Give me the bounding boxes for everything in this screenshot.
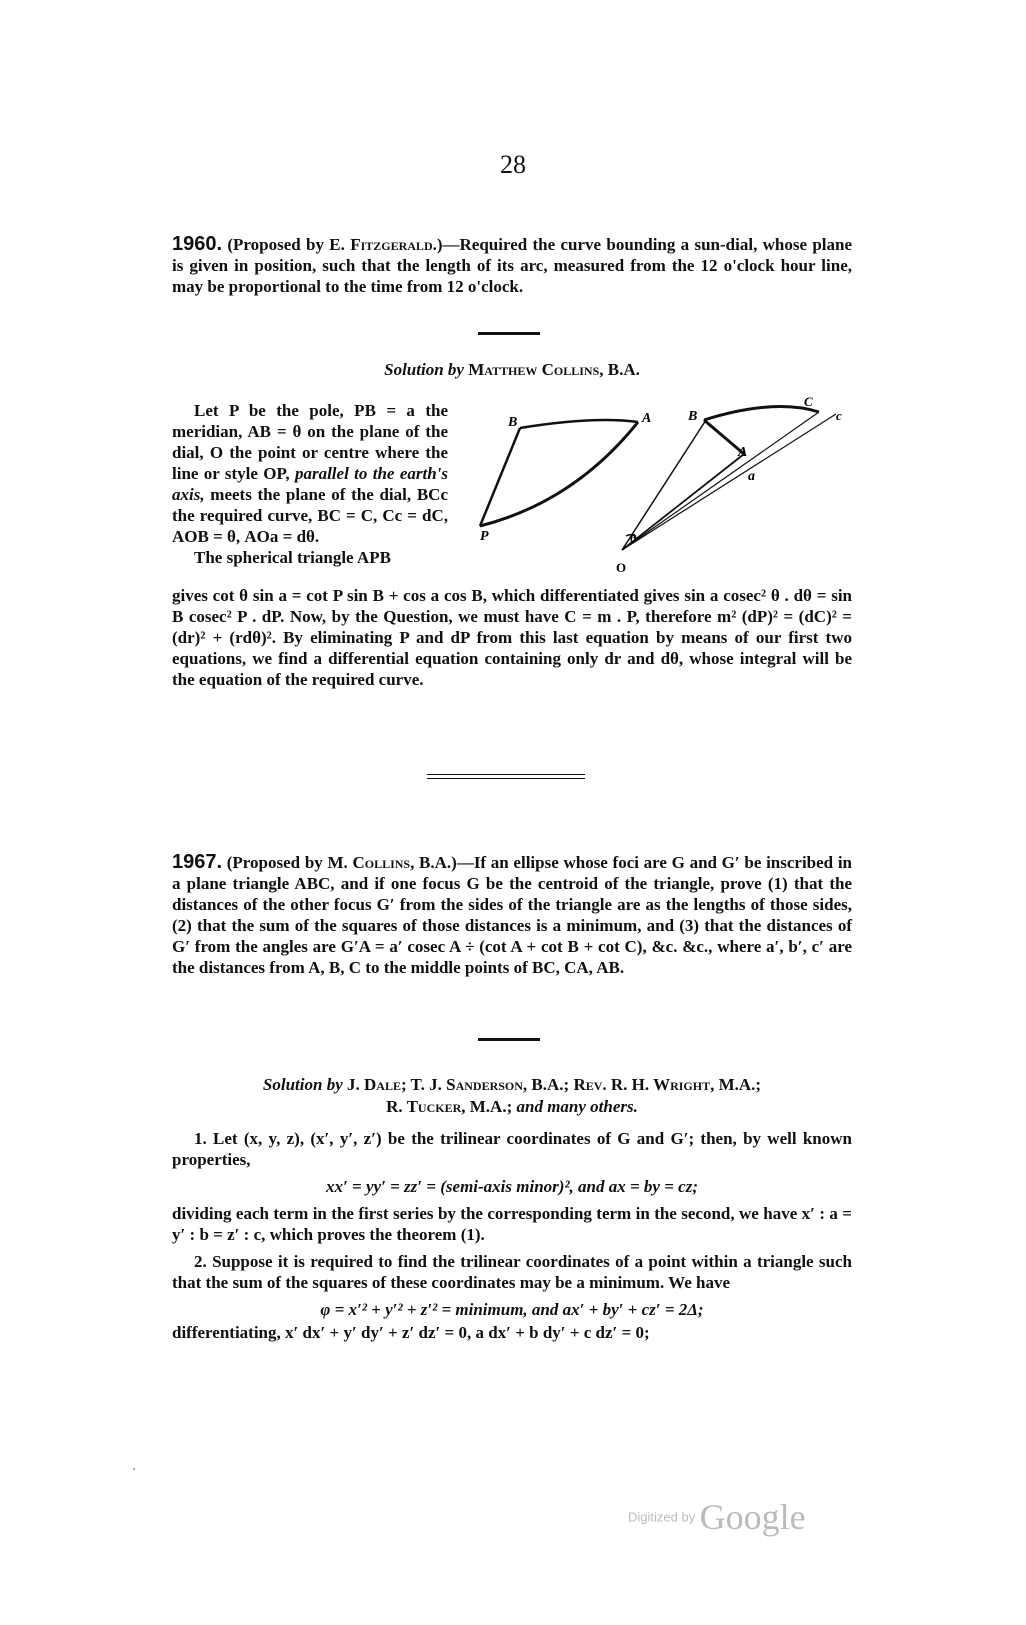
solution-degree: , B.A.	[599, 360, 640, 379]
label-theta: θ	[630, 531, 637, 545]
page-number: 28	[500, 150, 526, 179]
section-rule	[478, 1038, 540, 1041]
label-O: O	[616, 560, 627, 575]
solution-text: Let P be the pole, PB = a the meridian, AB = θ on the plane of the dial, O the point or centre where the line or style OP,	[172, 401, 448, 483]
solution-text: gives cot θ sin a = cot P sin B + cos a cos B, which differentiated gives sin a cosec² θ . dθ = sin B cosec² P . dP. Now, by the Question, we must have C = m . P, therefore m² (dP)² = (dC)² = (dr)² + (rdθ)². By eliminating P and dP from this last equation by means of our first two equations, we find a differential equation containing only dr and dθ, whose integral will be the equation of the required curve.	[172, 586, 852, 689]
solution-italic-text: parallel to the earth's axis,	[172, 464, 448, 504]
solution-1967-body	[172, 1128, 852, 1343]
label-B2: B	[688, 409, 698, 424]
margin-mark	[133, 1468, 135, 1470]
label-B1: B	[508, 415, 518, 430]
solution-by-label: Solution by	[384, 360, 464, 379]
solution-author: Matthew Collins	[468, 360, 600, 379]
equation: differentiating, x′ dx′ + y′ dy′ + z′ dz′ = 0, a dx′ + b dy′ + c dz′ = 0;	[172, 1323, 650, 1342]
dial-plane-figure	[622, 407, 836, 550]
solution-1960-column	[172, 400, 448, 568]
section-rule	[478, 332, 540, 335]
proposer-name: Fitzgerald	[350, 235, 433, 254]
digitized-watermark	[628, 1496, 806, 1538]
label-A1: A	[642, 411, 652, 426]
equation: xx′ = yy′ = zz′ = (semi-axis minor)², and ax = by = cz;	[326, 1177, 698, 1196]
label-C: C	[804, 394, 813, 409]
label-a: a	[748, 469, 755, 484]
problem-number: 1967.	[172, 851, 223, 873]
solution-authors-others: and many others.	[516, 1097, 638, 1116]
watermark-prefix: Digitized by	[628, 1509, 696, 1525]
problem-number: 1960.	[172, 233, 223, 255]
solution-by-label: Solution by	[262, 1075, 343, 1094]
solution-paragraph: dividing each term in the first series by the corresponding term in the second, we have x′ : a = y′ : b = z′ : c, which proves the theorem (1).	[172, 1204, 852, 1244]
proposer-name: Collins	[352, 853, 411, 872]
label-P: P	[480, 529, 489, 544]
solution-paragraph: 1. Let (x, y, z), (x′, y′, z′) be the trilinear coordinates of G and G′; then, by well known properties,	[172, 1129, 852, 1169]
solution-text: The spherical triangle APB	[194, 548, 391, 567]
sundial-diagram	[474, 392, 854, 582]
solution-1960-continuation	[172, 585, 852, 690]
label-c: c	[836, 408, 842, 423]
problem-1960	[172, 234, 852, 297]
solution-authors: J. Dale; T. J. Sanderson, B.A.; Rev. R. H. Wright, M.A.;	[347, 1075, 762, 1094]
problem-1967	[172, 852, 852, 978]
proposer-prefix: (Proposed by M.	[226, 853, 353, 872]
solution-heading-1960	[172, 360, 852, 380]
watermark-brand: Google	[699, 1497, 806, 1537]
double-section-rule	[427, 774, 585, 779]
proposer-prefix: (Proposed by E.	[227, 235, 351, 254]
solution-paragraph: 2. Suppose it is required to find the trilinear coordinates of a point within a triangle such that the sum of the squares of these coordinates may be a minimum. We have	[172, 1252, 852, 1292]
problem-statement: .)—Required the curve bounding a sun-dial, whose plane is given in position, such that the length of its arc, measured from the 12 o'clock hour line, may be proportional to the time from 12 o'clock.	[172, 235, 853, 296]
solution-authors: R. Tucker, M.A.;	[386, 1097, 513, 1116]
spherical-triangle-figure	[480, 420, 638, 526]
solution-text: meets the plane of the dial, BCc the required curve, BC = C, Cc = dC, AOB = θ, AOa = dθ.	[172, 485, 448, 546]
equation: φ = x′² + y′² + z′² = minimum, and ax′ + by′ + cz′ = 2Δ;	[320, 1300, 704, 1319]
problem-statement: , B.A.)—If an ellipse whose foci are G and G′ be inscribed in a plane triangle ABC, and if one focus G be the centroid of the triangle, prove (1) that the distances of the other focus G′ from the sides of the triangle are as the lengths of those sides, (2) that the sum of the squares of those distances is a minimum, and (3) that the distances of G′ from the angles are G′A = a′ cosec A ÷ (cot A + cot B + cot C), &c. &c., where a′, b′, c′ are the distances from A, B, C to the middle points of BC, CA, AB.	[172, 853, 852, 977]
label-A2: A	[738, 445, 748, 460]
solution-heading-1967	[172, 1074, 852, 1118]
